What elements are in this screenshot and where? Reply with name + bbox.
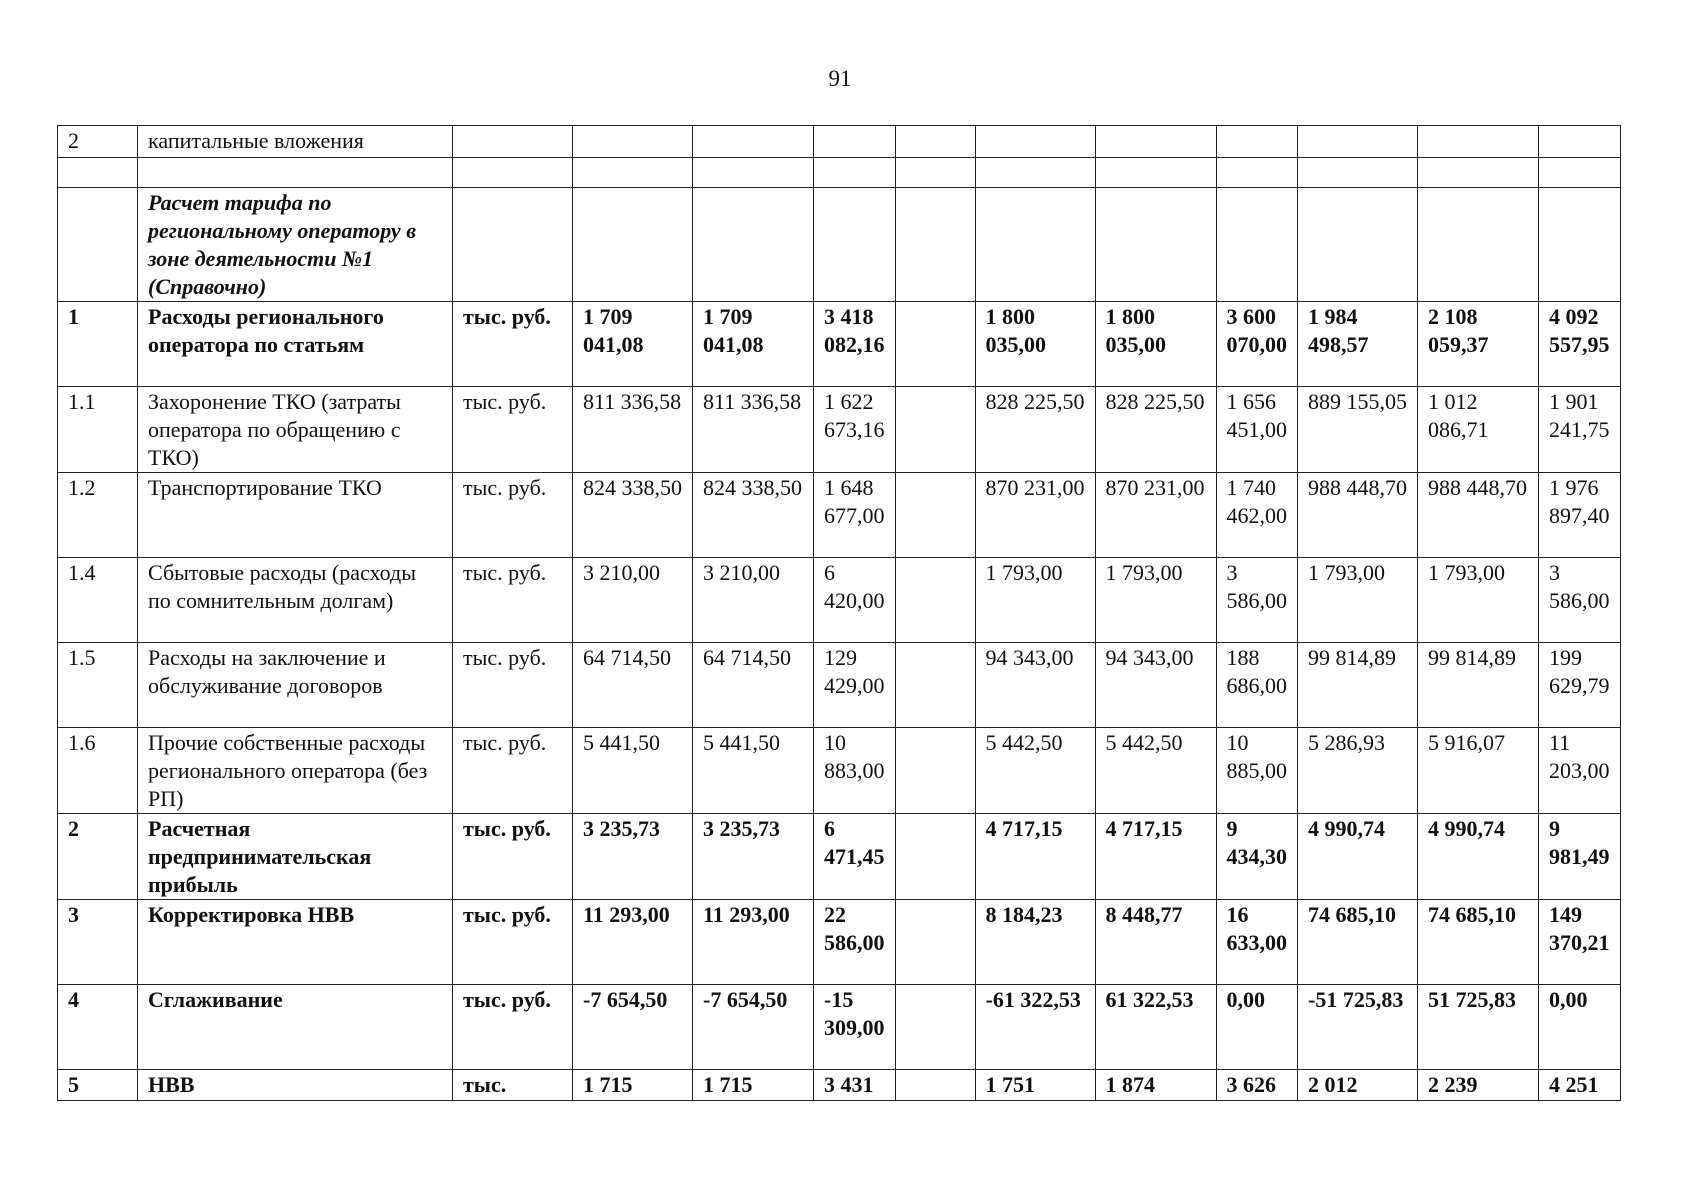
cell-value-5: -61 322,53 — [975, 985, 1095, 1070]
cell-value-8: 99 814,89 — [1298, 643, 1418, 728]
cell-value-1: 1 709 041,08 — [573, 302, 693, 387]
cell-item-name: Расходы регионального оператора по статьям — [138, 302, 453, 387]
cell-value-7: 3 600 070,00 — [1216, 302, 1298, 387]
cell-value-6: 1 874 — [1095, 1070, 1216, 1101]
cell-value-9: 1 793,00 — [1418, 558, 1539, 643]
cell-value-4 — [895, 558, 975, 643]
cell-value-7: 0,00 — [1216, 985, 1298, 1070]
cell-value-2 — [693, 158, 814, 188]
cell-value-7: 1 740 462,00 — [1216, 473, 1298, 558]
cell-value-10: 9 981,49 — [1539, 814, 1621, 900]
cell-value-3: 1 648 677,00 — [814, 473, 896, 558]
cell-value-10 — [1539, 188, 1621, 302]
cell-value-8: 2 012 — [1298, 1070, 1418, 1101]
table-row-r2 — [58, 814, 1621, 900]
cell-value-6: 1 793,00 — [1095, 558, 1216, 643]
cell-unit: тыс. — [453, 1070, 573, 1101]
table-row-r1-5 — [58, 643, 1621, 728]
cell-unit: тыс. руб. — [453, 302, 573, 387]
cell-value-9: 99 814,89 — [1418, 643, 1539, 728]
cell-value-1: 824 338,50 — [573, 473, 693, 558]
cell-value-4 — [895, 1070, 975, 1101]
cell-value-4 — [895, 387, 975, 473]
cell-value-2: 11 293,00 — [693, 900, 814, 985]
cell-value-6: 828 225,50 — [1095, 387, 1216, 473]
cell-value-10: 11 203,00 — [1539, 728, 1621, 814]
cell-value-5: 4 717,15 — [975, 814, 1095, 900]
table-row-r5 — [58, 1070, 1621, 1101]
cell-row-number: 1.4 — [58, 558, 138, 643]
cell-value-9: 2 108 059,37 — [1418, 302, 1539, 387]
table-row-r1-1 — [58, 387, 1621, 473]
cell-value-1 — [573, 126, 693, 158]
cell-value-4 — [895, 985, 975, 1070]
cell-item-name: Сбытовые расходы (расходы по сомнительным долгам) — [138, 558, 453, 643]
cell-value-1: 1 715 — [573, 1070, 693, 1101]
table-row-r1 — [58, 302, 1621, 387]
cell-value-8: 988 448,70 — [1298, 473, 1418, 558]
cell-row-number: 1.2 — [58, 473, 138, 558]
cell-value-4 — [895, 900, 975, 985]
cell-value-4 — [895, 188, 975, 302]
cell-row-number: 3 — [58, 900, 138, 985]
cell-value-3: 10 883,00 — [814, 728, 896, 814]
cell-value-6: 8 448,77 — [1095, 900, 1216, 985]
cell-value-7: 3 586,00 — [1216, 558, 1298, 643]
cell-item-name: НВВ — [138, 1070, 453, 1101]
cell-value-10: 4 251 — [1539, 1070, 1621, 1101]
cell-unit: тыс. руб. — [453, 814, 573, 900]
cell-unit: тыс. руб. — [453, 985, 573, 1070]
cell-value-4 — [895, 302, 975, 387]
cell-value-10: 0,00 — [1539, 985, 1621, 1070]
cell-row-number — [58, 188, 138, 302]
cell-value-8: 1 984 498,57 — [1298, 302, 1418, 387]
cell-item-name: Расходы на заключение и обслуживание договоров — [138, 643, 453, 728]
cell-value-7 — [1216, 126, 1298, 158]
cell-value-9: 2 239 — [1418, 1070, 1539, 1101]
cell-row-number: 1 — [58, 302, 138, 387]
table-row-r1-6 — [58, 728, 1621, 814]
cell-value-9 — [1418, 158, 1539, 188]
cell-value-9: 74 685,10 — [1418, 900, 1539, 985]
cell-value-2: 5 441,50 — [693, 728, 814, 814]
cell-value-1: -7 654,50 — [573, 985, 693, 1070]
cell-value-2 — [693, 188, 814, 302]
cell-row-number: 2 — [58, 126, 138, 158]
cell-value-4 — [895, 126, 975, 158]
cell-row-number — [58, 158, 138, 188]
cell-value-10: 149 370,21 — [1539, 900, 1621, 985]
cell-value-8: 889 155,05 — [1298, 387, 1418, 473]
cell-item-name: Расчет тарифа по региональному оператору в зоне деятельности №1 (Справочно) — [138, 188, 453, 302]
cell-value-6 — [1095, 126, 1216, 158]
cell-unit: тыс. руб. — [453, 473, 573, 558]
cell-value-9: 988 448,70 — [1418, 473, 1539, 558]
cell-row-number: 1.1 — [58, 387, 138, 473]
cell-value-3: -15 309,00 — [814, 985, 896, 1070]
cell-unit — [453, 126, 573, 158]
cell-value-9: 51 725,83 — [1418, 985, 1539, 1070]
cell-value-3 — [814, 188, 896, 302]
cell-item-name: капитальные вложения — [138, 126, 453, 158]
cell-value-7: 16 633,00 — [1216, 900, 1298, 985]
table-row-r4 — [58, 985, 1621, 1070]
cell-value-9 — [1418, 126, 1539, 158]
cell-value-7 — [1216, 158, 1298, 188]
cell-value-2: -7 654,50 — [693, 985, 814, 1070]
cell-value-6: 870 231,00 — [1095, 473, 1216, 558]
cell-value-3: 6 471,45 — [814, 814, 896, 900]
cell-value-8: 4 990,74 — [1298, 814, 1418, 900]
cell-value-5 — [975, 126, 1095, 158]
cell-value-1: 3 235,73 — [573, 814, 693, 900]
cell-value-2: 811 336,58 — [693, 387, 814, 473]
cell-value-5: 5 442,50 — [975, 728, 1095, 814]
cell-unit: тыс. руб. — [453, 900, 573, 985]
cell-value-7: 10 885,00 — [1216, 728, 1298, 814]
table-row-r3 — [58, 900, 1621, 985]
cell-value-3: 3 431 — [814, 1070, 896, 1101]
cell-value-10: 4 092 557,95 — [1539, 302, 1621, 387]
cell-item-name: Прочие собственные расходы регионального оператора (без РП) — [138, 728, 453, 814]
cell-value-8: 5 286,93 — [1298, 728, 1418, 814]
cell-value-6: 5 442,50 — [1095, 728, 1216, 814]
cell-unit: тыс. руб. — [453, 387, 573, 473]
cell-value-8 — [1298, 158, 1418, 188]
cell-value-6: 94 343,00 — [1095, 643, 1216, 728]
cell-value-4 — [895, 643, 975, 728]
cell-value-5: 94 343,00 — [975, 643, 1095, 728]
cell-value-5 — [975, 188, 1095, 302]
table-row-r1-4 — [58, 558, 1621, 643]
cell-item-name: Сглаживание — [138, 985, 453, 1070]
cell-value-3 — [814, 158, 896, 188]
cell-value-2 — [693, 126, 814, 158]
table-row-r1-2 — [58, 473, 1621, 558]
cell-value-1: 3 210,00 — [573, 558, 693, 643]
cell-value-2: 1 709 041,08 — [693, 302, 814, 387]
cell-value-3: 22 586,00 — [814, 900, 896, 985]
cell-value-1 — [573, 158, 693, 188]
cell-value-8 — [1298, 188, 1418, 302]
cell-value-9: 4 990,74 — [1418, 814, 1539, 900]
page-number: 91 — [828, 66, 852, 91]
cell-value-5 — [975, 158, 1095, 188]
cell-item-name: Расчетная предпринимательская прибыль — [138, 814, 453, 900]
cell-value-3: 129 429,00 — [814, 643, 896, 728]
cell-value-7 — [1216, 188, 1298, 302]
cell-value-10 — [1539, 158, 1621, 188]
cell-value-8: -51 725,83 — [1298, 985, 1418, 1070]
cell-value-5: 828 225,50 — [975, 387, 1095, 473]
cell-row-number: 5 — [58, 1070, 138, 1101]
cell-value-1: 5 441,50 — [573, 728, 693, 814]
cell-row-number: 2 — [58, 814, 138, 900]
cell-item-name — [138, 158, 453, 188]
cell-value-4 — [895, 728, 975, 814]
cell-row-number: 1.6 — [58, 728, 138, 814]
tariff-calculation-table — [57, 125, 1621, 1101]
cell-value-7: 188 686,00 — [1216, 643, 1298, 728]
cell-value-7: 1 656 451,00 — [1216, 387, 1298, 473]
cell-value-9: 5 916,07 — [1418, 728, 1539, 814]
cell-value-7: 3 626 — [1216, 1070, 1298, 1101]
cell-value-10: 199 629,79 — [1539, 643, 1621, 728]
cell-value-8 — [1298, 126, 1418, 158]
cell-value-1: 64 714,50 — [573, 643, 693, 728]
cell-unit: тыс. руб. — [453, 643, 573, 728]
cell-value-9 — [1418, 188, 1539, 302]
cell-item-name: Корректировка НВВ — [138, 900, 453, 985]
cell-unit: тыс. руб. — [453, 558, 573, 643]
cell-unit: тыс. руб. — [453, 728, 573, 814]
cell-value-4 — [895, 473, 975, 558]
cell-value-6 — [1095, 158, 1216, 188]
cell-value-2: 3 235,73 — [693, 814, 814, 900]
table-row-heading — [58, 188, 1621, 302]
cell-value-5: 870 231,00 — [975, 473, 1095, 558]
cell-value-10: 3 586,00 — [1539, 558, 1621, 643]
cell-value-1 — [573, 188, 693, 302]
cell-value-5: 1 751 — [975, 1070, 1095, 1101]
cell-value-10: 1 976 897,40 — [1539, 473, 1621, 558]
cell-value-1: 11 293,00 — [573, 900, 693, 985]
table-row-capital — [58, 126, 1621, 158]
cell-value-1: 811 336,58 — [573, 387, 693, 473]
table-body — [58, 126, 1621, 1101]
cell-value-3: 3 418 082,16 — [814, 302, 896, 387]
cell-value-2: 824 338,50 — [693, 473, 814, 558]
cell-item-name: Захоронение ТКО (затраты оператора по обращению с ТКО) — [138, 387, 453, 473]
cell-value-6 — [1095, 188, 1216, 302]
cell-value-3: 6 420,00 — [814, 558, 896, 643]
cell-value-10: 1 901 241,75 — [1539, 387, 1621, 473]
cell-unit — [453, 188, 573, 302]
cell-value-4 — [895, 158, 975, 188]
cell-value-6: 4 717,15 — [1095, 814, 1216, 900]
cell-value-4 — [895, 814, 975, 900]
cell-value-6: 1 800 035,00 — [1095, 302, 1216, 387]
cell-value-3: 1 622 673,16 — [814, 387, 896, 473]
cell-value-5: 8 184,23 — [975, 900, 1095, 985]
cell-value-5: 1 793,00 — [975, 558, 1095, 643]
cell-value-8: 74 685,10 — [1298, 900, 1418, 985]
cell-value-9: 1 012 086,71 — [1418, 387, 1539, 473]
table-row-blank — [58, 158, 1621, 188]
cell-value-2: 1 715 — [693, 1070, 814, 1101]
cell-value-2: 3 210,00 — [693, 558, 814, 643]
cell-value-6: 61 322,53 — [1095, 985, 1216, 1070]
cell-value-3 — [814, 126, 896, 158]
cell-row-number: 4 — [58, 985, 138, 1070]
cell-item-name: Транспортирование ТКО — [138, 473, 453, 558]
cell-row-number: 1.5 — [58, 643, 138, 728]
cell-value-8: 1 793,00 — [1298, 558, 1418, 643]
cell-unit — [453, 158, 573, 188]
cell-value-10 — [1539, 126, 1621, 158]
cell-value-5: 1 800 035,00 — [975, 302, 1095, 387]
cell-value-2: 64 714,50 — [693, 643, 814, 728]
cell-value-7: 9 434,30 — [1216, 814, 1298, 900]
